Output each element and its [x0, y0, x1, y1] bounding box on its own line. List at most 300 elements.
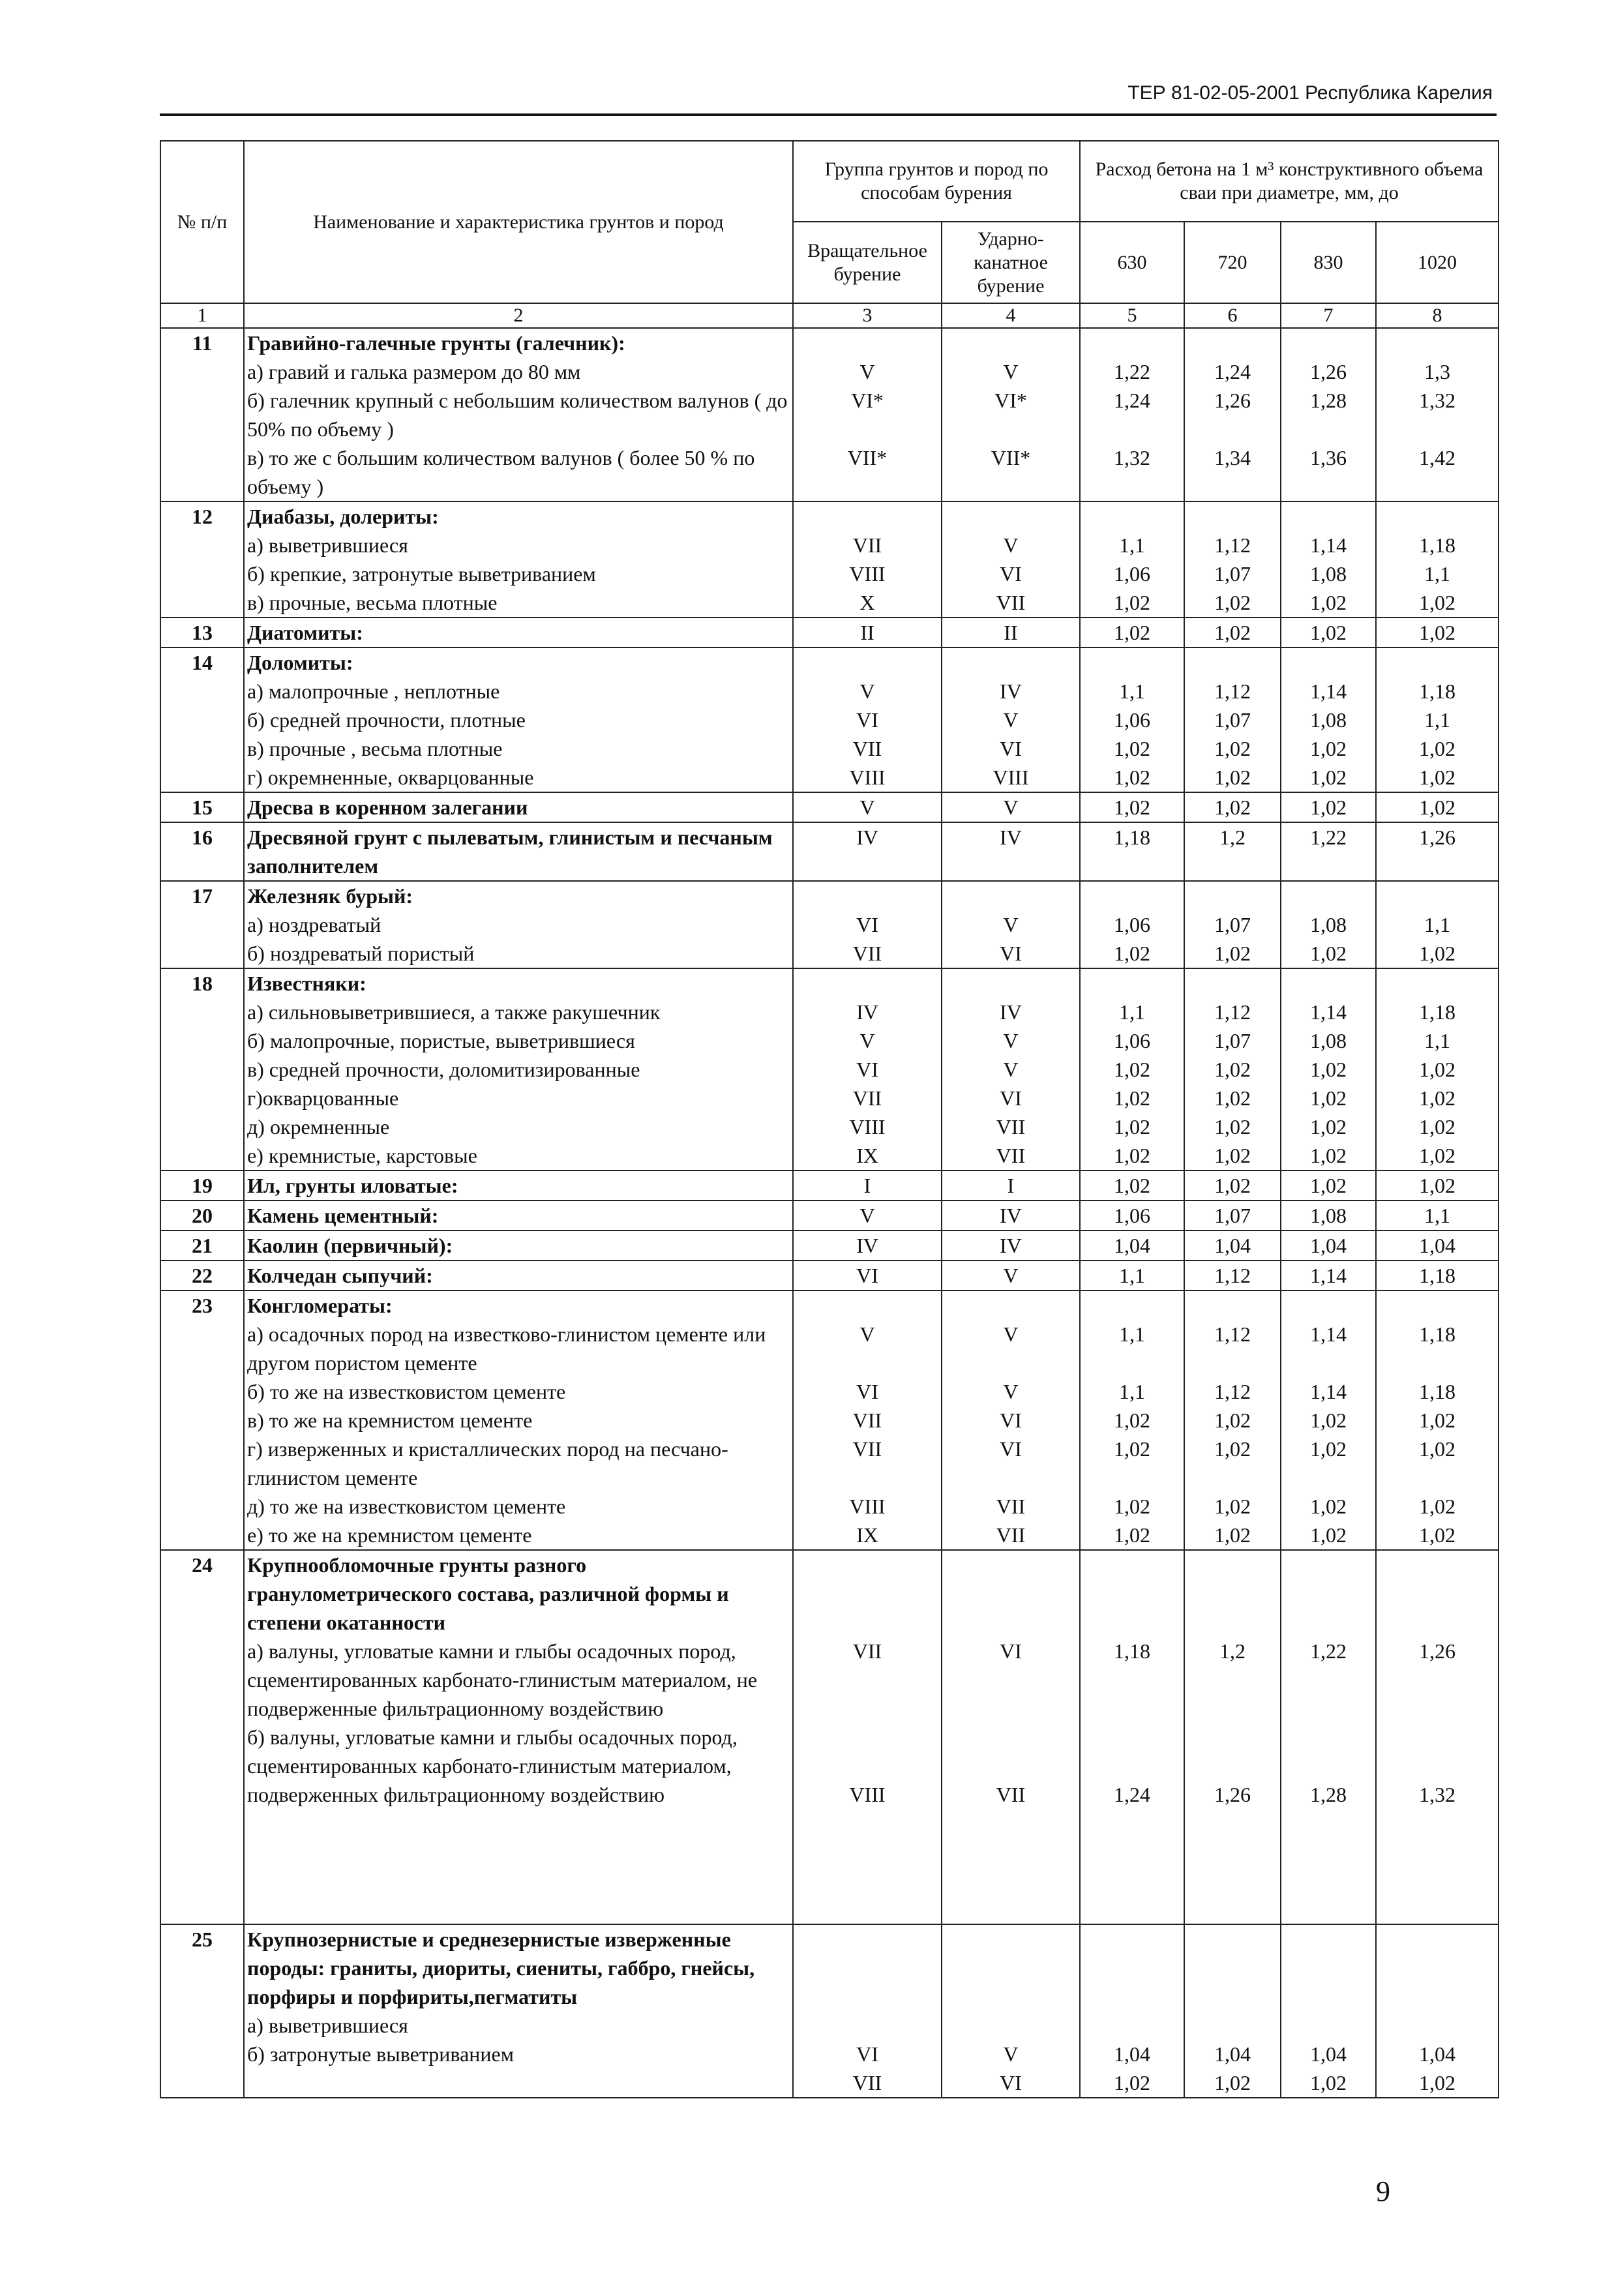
cell-value: I	[863, 1174, 871, 1197]
cell-value: 1,02	[1114, 591, 1151, 614]
cell-value: 1,36	[1310, 446, 1347, 470]
row-item: д) то же на известковистом цементе	[247, 1495, 566, 1518]
table-row	[160, 328, 1499, 501]
cell-value: 1,28	[1310, 1783, 1347, 1806]
value-cell-d720	[1184, 1550, 1281, 1924]
row-number: 11	[160, 328, 244, 501]
row-number: 13	[160, 618, 244, 648]
row-number: 20	[160, 1200, 244, 1230]
cell-value: 1,02	[1214, 1174, 1251, 1197]
cell-value: 1,02	[1214, 621, 1251, 644]
value-cell-percussion	[942, 1200, 1080, 1230]
value-cell-d630	[1080, 881, 1184, 968]
row-name-cell	[244, 1290, 793, 1550]
value-cell-percussion	[942, 501, 1080, 618]
cell-value: VII	[996, 1495, 1026, 1518]
cell-value: 1,02	[1114, 766, 1151, 789]
value-cell-rotary	[793, 501, 942, 618]
row-number: 14	[160, 648, 244, 792]
value-cell-d1020	[1376, 1290, 1499, 1550]
cell-value: 1,42	[1419, 446, 1456, 470]
cell-value: 1,02	[1214, 737, 1251, 760]
value-cell-d630	[1080, 1260, 1184, 1290]
value-cell-d630	[1080, 968, 1184, 1170]
cell-value: 1,14	[1310, 533, 1347, 557]
cell-value: V	[1003, 1264, 1019, 1287]
index-cell: 3	[793, 303, 942, 328]
value-cell-d830	[1281, 328, 1376, 501]
cell-value: 1,02	[1214, 1523, 1251, 1547]
cell-value: 1,02	[1310, 1144, 1347, 1167]
value-cell-d720	[1184, 792, 1281, 822]
cell-value: IX	[856, 1523, 878, 1547]
cell-value: 1,32	[1419, 389, 1456, 412]
cell-value: V	[1003, 796, 1019, 819]
cell-value: 1,04	[1310, 1234, 1347, 1257]
cell-value: 1,18	[1419, 1322, 1456, 1346]
table-row	[160, 1924, 1499, 2098]
value-cell-d630	[1080, 1290, 1184, 1550]
page-number: 9	[1376, 2175, 1390, 2207]
cell-value: 1,22	[1310, 826, 1347, 849]
value-cell-percussion	[942, 822, 1080, 881]
value-cell-d830	[1281, 1260, 1376, 1290]
value-cell-rotary	[793, 1924, 942, 2098]
row-item: б) затронутые выветриванием	[247, 2042, 514, 2066]
cell-value: VI	[856, 1380, 878, 1403]
table-row	[160, 1200, 1499, 1230]
cell-value: I	[1007, 1174, 1015, 1197]
cell-value: 1,07	[1214, 1204, 1251, 1227]
cell-value: 1,02	[1114, 2071, 1151, 2095]
value-cell-d630	[1080, 648, 1184, 792]
cell-value: 1,02	[1214, 1086, 1251, 1110]
cell-value: 1,08	[1310, 1204, 1347, 1227]
value-cell-d720	[1184, 1230, 1281, 1260]
cell-value: V	[1003, 913, 1019, 936]
value-cell-d830	[1281, 648, 1376, 792]
cell-value: 1,02	[1214, 1495, 1251, 1518]
cell-value: VII	[996, 1115, 1026, 1139]
row-item: г) окремненные, окварцованные	[247, 766, 534, 789]
value-cell-rotary	[793, 1550, 942, 1924]
value-cell-d830	[1281, 1290, 1376, 1550]
cell-value: 1,14	[1310, 1264, 1347, 1287]
cell-value: VIII	[849, 1783, 886, 1806]
table-row	[160, 1550, 1499, 1924]
row-item: в) то же с большим количеством валунов ( более 50 % по объему )	[247, 446, 755, 498]
cell-value: VII	[852, 1639, 882, 1663]
cell-value: 1,07	[1214, 708, 1251, 732]
cell-value: 1,2	[1219, 1639, 1246, 1663]
cell-value: VI	[1000, 1639, 1022, 1663]
value-cell-d1020	[1376, 822, 1499, 881]
page-header	[160, 72, 1497, 116]
value-cell-d1020	[1376, 1170, 1499, 1200]
value-cell-d720	[1184, 1200, 1281, 1230]
cell-value: II	[1004, 621, 1018, 644]
row-item: а) сильновыветрившиеся, а также ракушечник	[247, 1000, 661, 1024]
row-number: 17	[160, 881, 244, 968]
table-row	[160, 648, 1499, 792]
cell-value: 1,18	[1419, 1264, 1456, 1287]
cell-value: 1,12	[1214, 1264, 1251, 1287]
value-cell-rotary	[793, 968, 942, 1170]
cell-value: 1,02	[1310, 1174, 1347, 1197]
value-cell-rotary	[793, 1170, 942, 1200]
cell-value: 1,02	[1419, 1086, 1456, 1110]
value-cell-percussion	[942, 1550, 1080, 1924]
value-cell-rotary	[793, 792, 942, 822]
row-title: Гравийно-галечные грунты (галечник):	[247, 331, 625, 355]
row-title: Крупнообломочные грунты разного гранулометрического состава, различной формы и степени окатанности	[247, 1553, 729, 1634]
table-row	[160, 618, 1499, 648]
value-cell-d1020	[1376, 881, 1499, 968]
cell-value: V	[1003, 2042, 1019, 2066]
value-cell-rotary	[793, 328, 942, 501]
cell-value: 1,08	[1310, 1029, 1347, 1052]
cell-value: 1,18	[1419, 1000, 1456, 1024]
cell-value: 1,18	[1419, 1380, 1456, 1403]
cell-value: 1,06	[1114, 913, 1151, 936]
cell-value: 1,02	[1114, 1437, 1151, 1461]
cell-value: 1,26	[1214, 389, 1251, 412]
row-title: Камень цементный:	[247, 1204, 439, 1227]
value-cell-d830	[1281, 1230, 1376, 1260]
row-name-cell	[244, 968, 793, 1170]
value-cell-d830	[1281, 1200, 1376, 1230]
cell-value: 1,1	[1119, 1000, 1146, 1024]
cell-value: 1,02	[1214, 1058, 1251, 1081]
value-cell-percussion	[942, 968, 1080, 1170]
cell-value: 1,22	[1310, 1639, 1347, 1663]
row-name-cell	[244, 501, 793, 618]
cell-value: IV	[1000, 1234, 1022, 1257]
cell-value: 1,02	[1114, 1115, 1151, 1139]
cell-value: 1,02	[1310, 737, 1347, 760]
row-item: б) то же на известковистом цементе	[247, 1380, 566, 1403]
value-cell-d830	[1281, 792, 1376, 822]
cell-value: 1,02	[1419, 766, 1456, 789]
cell-value: 1,02	[1419, 942, 1456, 965]
cell-value: 1,08	[1310, 913, 1347, 936]
row-item: б) галечник крупный с небольшим количеством валунов ( до 50% по объему )	[247, 389, 788, 441]
cell-value: VII	[852, 1086, 882, 1110]
table-row	[160, 822, 1499, 881]
value-cell-d720	[1184, 1290, 1281, 1550]
cell-value: 1,02	[1114, 1144, 1151, 1167]
cell-value: 1,1	[1424, 708, 1451, 732]
value-cell-d830	[1281, 822, 1376, 881]
index-cell: 4	[942, 303, 1080, 328]
cell-value: 1,02	[1310, 621, 1347, 644]
cell-value: VII	[852, 942, 882, 965]
cell-value: VI	[1000, 1086, 1022, 1110]
cell-value: VI	[1000, 1437, 1022, 1461]
cell-value: IV	[856, 826, 878, 849]
value-cell-rotary	[793, 1290, 942, 1550]
cell-value: 1,04	[1310, 2042, 1347, 2066]
value-cell-d1020	[1376, 968, 1499, 1170]
cell-value: 1,32	[1419, 1783, 1456, 1806]
cell-value: V	[859, 1322, 875, 1346]
cell-value: VIII	[849, 766, 886, 789]
row-number: 25	[160, 1924, 244, 2098]
cell-value: 1,1	[1424, 913, 1451, 936]
table-row	[160, 1290, 1499, 1550]
cell-value: 1,14	[1310, 1380, 1347, 1403]
value-cell-percussion	[942, 1924, 1080, 2098]
value-cell-d1020	[1376, 1230, 1499, 1260]
row-title: Крупнозернистые и среднезернистые изверженные породы: граниты, диориты, сиениты, габбро, гнейсы, порфиры и порфириты,пегматиты	[247, 1928, 755, 2008]
cell-value: VIII	[849, 1115, 886, 1139]
cell-value: 1,26	[1214, 1783, 1251, 1806]
cell-value: 1,02	[1214, 1409, 1251, 1432]
cell-value: 1,02	[1114, 1523, 1151, 1547]
cell-value: 1,02	[1419, 591, 1456, 614]
cell-value: 1,26	[1419, 826, 1456, 849]
cell-value: VI*	[994, 389, 1027, 412]
cell-value: 1,06	[1114, 562, 1151, 586]
value-cell-d630	[1080, 1170, 1184, 1200]
cell-value: 1,06	[1114, 1204, 1151, 1227]
cell-value: 1,02	[1419, 1144, 1456, 1167]
value-cell-percussion	[942, 792, 1080, 822]
cell-value: V	[859, 1029, 875, 1052]
cell-value: VII	[852, 1437, 882, 1461]
value-cell-d720	[1184, 1260, 1281, 1290]
value-cell-rotary	[793, 618, 942, 648]
cell-value: VI	[856, 708, 878, 732]
row-item: б) крепкие, затронутые выветриванием	[247, 562, 596, 586]
table-row	[160, 1260, 1499, 1290]
row-item: в) средней прочности, доломитизированные	[247, 1058, 640, 1081]
cell-value: 1,02	[1419, 621, 1456, 644]
cell-value: 1,18	[1114, 826, 1151, 849]
cell-value: VI	[856, 913, 878, 936]
cell-value: 1,24	[1114, 389, 1151, 412]
row-title: Дресва в коренном залегании	[247, 796, 528, 819]
cell-value: 1,02	[1214, 796, 1251, 819]
cell-value: IV	[856, 1234, 878, 1257]
row-title: Дресвяной грунт с пылеватым, глинистым и песчаным заполнителем	[247, 826, 773, 878]
value-cell-d1020	[1376, 618, 1499, 648]
table-row	[160, 881, 1499, 968]
row-number: 23	[160, 1290, 244, 1550]
value-cell-d830	[1281, 618, 1376, 648]
value-cell-d830	[1281, 968, 1376, 1170]
cell-value: 1,02	[1214, 2071, 1251, 2095]
value-cell-rotary	[793, 1230, 942, 1260]
value-cell-d830	[1281, 1170, 1376, 1200]
cell-value: VII	[852, 2071, 882, 2095]
row-item: г) изверженных и кристаллических пород на песчано-глинистом цементе	[247, 1437, 728, 1489]
row-number: 19	[160, 1170, 244, 1200]
row-title: Железняк бурый:	[247, 884, 413, 908]
cell-value: 1,06	[1114, 1029, 1151, 1052]
value-cell-d630	[1080, 1230, 1184, 1260]
cell-value: VII	[996, 1523, 1026, 1547]
row-item: е) кремнистые, карстовые	[247, 1144, 477, 1167]
cell-value: 1,02	[1310, 1437, 1347, 1461]
cell-value: 1,02	[1310, 1409, 1347, 1432]
cell-value: 1,32	[1114, 446, 1151, 470]
cell-value: 1,14	[1310, 679, 1347, 703]
value-cell-rotary	[793, 822, 942, 881]
value-cell-rotary	[793, 1260, 942, 1290]
cell-value: 1,1	[1119, 1264, 1146, 1287]
cell-value: 1,08	[1310, 562, 1347, 586]
value-cell-d720	[1184, 328, 1281, 501]
cell-value: 1,14	[1310, 1000, 1347, 1024]
cell-value: 1,18	[1114, 1639, 1151, 1663]
cell-value: 1,02	[1419, 1523, 1456, 1547]
cell-value: 1,02	[1419, 1495, 1456, 1518]
row-item: е) то же на кремнистом цементе	[247, 1523, 532, 1547]
table-row	[160, 792, 1499, 822]
header-d720: 720	[1184, 222, 1281, 303]
cell-value: 1,02	[1114, 621, 1151, 644]
cell-value: VI	[1000, 737, 1022, 760]
value-cell-d720	[1184, 1924, 1281, 2098]
header-consumption: Расход бетона на 1 м³ конструктивного объема сваи при диаметре, мм, до	[1080, 141, 1499, 222]
value-cell-d830	[1281, 1550, 1376, 1924]
cell-value: 1,1	[1424, 562, 1451, 586]
cell-value: V	[859, 796, 875, 819]
value-cell-d1020	[1376, 648, 1499, 792]
value-cell-d720	[1184, 968, 1281, 1170]
cell-value: VII	[852, 533, 882, 557]
header-percussion: Ударно-канатное бурение	[942, 222, 1080, 303]
cell-value: 1,02	[1419, 737, 1456, 760]
row-item: а) выветрившиеся	[247, 2014, 408, 2037]
value-cell-percussion	[942, 1290, 1080, 1550]
row-number: 12	[160, 501, 244, 618]
cell-value: 1,02	[1310, 796, 1347, 819]
value-cell-d1020	[1376, 792, 1499, 822]
value-cell-d720	[1184, 1170, 1281, 1200]
cell-value: 1,02	[1214, 1115, 1251, 1139]
cell-value: 1,02	[1419, 1115, 1456, 1139]
index-cell: 1	[160, 303, 244, 328]
row-name-cell	[244, 1170, 793, 1200]
row-title: Диабазы, долериты:	[247, 505, 439, 528]
document-code: ТЕР 81-02-05-2001 Республика Карелия	[1127, 82, 1493, 104]
cell-value: 1,07	[1214, 913, 1251, 936]
value-cell-d1020	[1376, 328, 1499, 501]
row-name-cell	[244, 1550, 793, 1924]
header-group: Группа грунтов и пород по способам бурения	[793, 141, 1080, 222]
cell-value: 1,02	[1419, 1174, 1456, 1197]
row-name-cell	[244, 1260, 793, 1290]
cell-value: 1,08	[1310, 708, 1347, 732]
cell-value: 1,1	[1424, 1029, 1451, 1052]
cell-value: VII*	[991, 446, 1031, 470]
value-cell-d630	[1080, 618, 1184, 648]
cell-value: 1,02	[1419, 2071, 1456, 2095]
value-cell-percussion	[942, 648, 1080, 792]
row-number: 18	[160, 968, 244, 1170]
cell-value: IX	[856, 1144, 878, 1167]
cell-value: 1,02	[1310, 2071, 1347, 2095]
cell-value: 1,04	[1419, 1234, 1456, 1257]
cell-value: 1,02	[1214, 1437, 1251, 1461]
row-name-cell	[244, 328, 793, 501]
cell-value: 1,12	[1214, 1000, 1251, 1024]
cell-value: VI*	[851, 389, 884, 412]
cell-value: 1,02	[1114, 1058, 1151, 1081]
row-item: в) прочные , весьма плотные	[247, 737, 503, 760]
cell-value: 1,1	[1119, 1322, 1146, 1346]
cell-value: 1,07	[1214, 562, 1251, 586]
cell-value: 1,02	[1114, 1174, 1151, 1197]
cell-value: VII	[996, 1144, 1026, 1167]
cell-value: 1,22	[1114, 360, 1151, 383]
row-name-cell	[244, 1924, 793, 2098]
cell-value: V	[1003, 1058, 1019, 1081]
row-item: а) выветрившиеся	[247, 533, 408, 557]
cell-value: V	[859, 360, 875, 383]
cell-value: 1,24	[1114, 1783, 1151, 1806]
row-item: а) осадочных пород на известково-глинистом цементе или другом пористом цементе	[247, 1322, 766, 1375]
cell-value: 1,02	[1214, 766, 1251, 789]
cell-value: 1,02	[1310, 1058, 1347, 1081]
index-cell: 5	[1080, 303, 1184, 328]
row-item: б) малопрочные, пористые, выветрившиеся	[247, 1029, 635, 1052]
row-title: Конгломераты:	[247, 1294, 393, 1317]
row-title: Доломиты:	[247, 651, 353, 674]
cell-value: 1,12	[1214, 533, 1251, 557]
value-cell-d630	[1080, 822, 1184, 881]
cell-value: 1,02	[1114, 1495, 1151, 1518]
row-item: б) средней прочности, плотные	[247, 708, 526, 732]
cell-value: 1,1	[1119, 1380, 1146, 1403]
soil-concrete-table	[160, 140, 1499, 2098]
cell-value: 1,02	[1310, 591, 1347, 614]
cell-value: 1,12	[1214, 1322, 1251, 1346]
row-item: б) валуны, угловатые камни и глыбы осадочных пород, сцементированных карбонато-глинистым материалом, подверженных фильтрационному воздействию	[247, 1725, 738, 1806]
cell-value: 1,12	[1214, 679, 1251, 703]
cell-value: V	[859, 1204, 875, 1227]
column-index-row	[160, 303, 1499, 328]
cell-value: 1,02	[1310, 1086, 1347, 1110]
index-cell: 2	[244, 303, 793, 328]
row-name-cell	[244, 792, 793, 822]
cell-value: V	[1003, 533, 1019, 557]
cell-value: 1,18	[1419, 533, 1456, 557]
row-name-cell	[244, 648, 793, 792]
cell-value: V	[859, 679, 875, 703]
cell-value: VIII	[849, 1495, 886, 1518]
cell-value: 1,04	[1114, 1234, 1151, 1257]
cell-value: 1,02	[1419, 1409, 1456, 1432]
cell-value: IV	[1000, 826, 1022, 849]
cell-value: 1,2	[1219, 826, 1246, 849]
row-title: Известняки:	[247, 972, 366, 995]
header-name: Наименование и характеристика грунтов и пород	[244, 141, 793, 303]
value-cell-d630	[1080, 328, 1184, 501]
cell-value: 1,1	[1119, 679, 1146, 703]
header-d630: 630	[1080, 222, 1184, 303]
row-number: 15	[160, 792, 244, 822]
cell-value: 1,1	[1424, 1204, 1451, 1227]
cell-value: 1,02	[1114, 1409, 1151, 1432]
header-d830: 830	[1281, 222, 1376, 303]
cell-value: VI	[1000, 1409, 1022, 1432]
cell-value: V	[1003, 708, 1019, 732]
cell-value: VIII	[993, 766, 1029, 789]
cell-value: 1,02	[1214, 942, 1251, 965]
